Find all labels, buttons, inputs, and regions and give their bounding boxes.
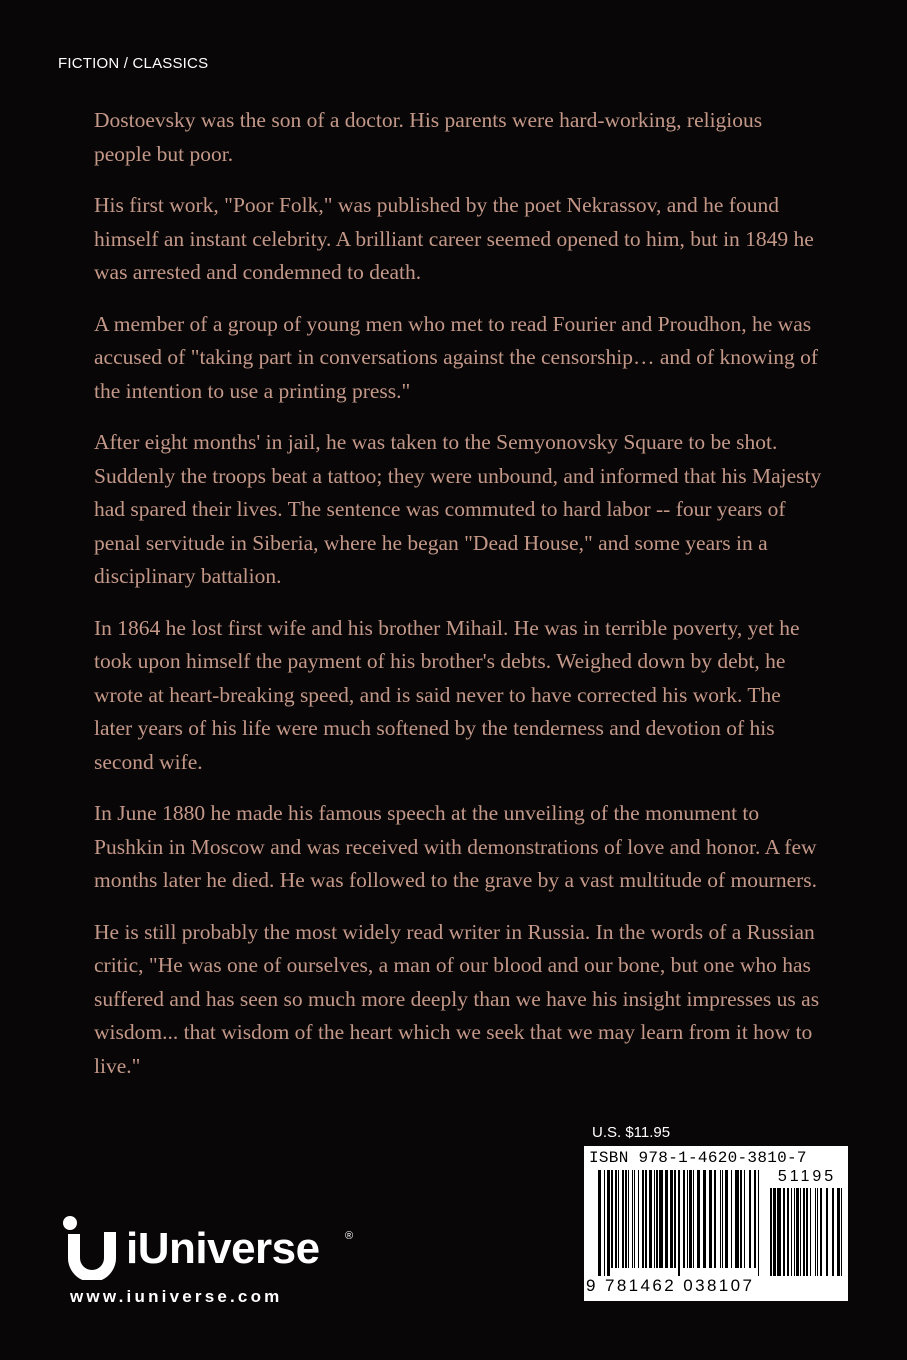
barcode-bar [697, 1170, 700, 1268]
barcode-bar [832, 1188, 834, 1276]
barcode-bar [837, 1188, 840, 1276]
barcode-bar [773, 1188, 776, 1276]
back-cover-blurb [94, 104, 824, 1101]
barcode-bar [665, 1170, 668, 1268]
barcode-bar [654, 1170, 655, 1268]
barcode-bar [634, 1170, 635, 1268]
barcode-bar [598, 1170, 601, 1276]
barcode-bar [678, 1170, 680, 1276]
isbn-barcode [584, 1146, 848, 1301]
barcode-bar [817, 1188, 818, 1276]
barcode-bar [826, 1188, 828, 1276]
barcode-bar [725, 1170, 728, 1268]
barcode-bar [625, 1170, 627, 1268]
barcode-bar [670, 1170, 673, 1268]
barcode-bar [810, 1188, 811, 1276]
barcode-bar [659, 1170, 663, 1268]
barcode-bar [803, 1188, 805, 1276]
barcode-bar [820, 1188, 822, 1276]
barcode-bar [787, 1188, 789, 1276]
barcode-bar [758, 1170, 759, 1276]
addon-code: 51195 [777, 1168, 837, 1185]
ean-digits: 9 781462 038107 [586, 1276, 755, 1295]
barcode-bar [618, 1170, 619, 1268]
barcode-bar [783, 1188, 785, 1276]
price-label: U.S. $11.95 [592, 1124, 671, 1141]
barcode-bar [770, 1188, 772, 1276]
barcode-bar [632, 1170, 633, 1268]
barcode-bar [709, 1170, 712, 1268]
barcode-bar [806, 1188, 808, 1276]
barcode-bar [628, 1170, 629, 1268]
barcode-bar [777, 1188, 781, 1276]
barcode-bar [642, 1170, 644, 1268]
barcode-bar [791, 1188, 792, 1276]
barcode-bar [604, 1170, 605, 1276]
barcode-bar [754, 1170, 756, 1268]
publisher-website: www.iuniverse.com [70, 1287, 283, 1306]
barcode-bar [841, 1188, 842, 1276]
barcode-bar [622, 1170, 624, 1268]
barcode-bar [800, 1188, 801, 1276]
barcode-bar [720, 1170, 721, 1268]
barcode-bar [674, 1170, 676, 1268]
blurb-paragraph: His first work, "Poor Folk," was published by the poet Nekrassov, and he found himself an instant celebrity. A brilliant career seemed opened to him, but in 1849 he was arrested and condemned to death. [94, 193, 814, 284]
blurb-paragraph: In 1864 he lost first wife and his brother Mihail. He was in terrible poverty, yet he took upon himself the payment of his brother's debts. Weighed down by debt, he wrote at heart-breaking speed, and is said never to have corrected his work. The later years of his life were much softened by the tenderness and devotion of his second wife. [94, 615, 800, 774]
registered-mark: ® [345, 1230, 354, 1242]
barcode-bar [689, 1170, 692, 1268]
iuniverse-logo-icon [58, 1214, 120, 1280]
barcode-bar [687, 1170, 688, 1268]
barcode-bar [796, 1188, 799, 1276]
barcode-bar [649, 1170, 652, 1268]
isbn-label: ISBN 978-1-4620-3810-7 [589, 1149, 807, 1167]
blurb-paragraph: In June 1880 he made his famous speech at the unveiling of the monument to Pushkin in Moscow and was received with demonstrations of love and honor. A few months later he died. He was followed to the grave by a vast multitude of mourners. [94, 801, 818, 892]
barcode-bar [735, 1170, 739, 1268]
barcode-bar [815, 1188, 816, 1276]
barcode-bar [645, 1170, 647, 1268]
publisher-name: iUniverse [126, 1224, 320, 1273]
blurb-paragraph: He is still probably the most widely read writer in Russia. In the words of a Russian critic, "He was one of ourselves, a man of our blood and our bone, but one who has suffered and has seen so much more deeply than we have his insight impresses us as wisdom... that wisdom of the heart which we seek that we may learn from it how to live." [94, 919, 820, 1078]
barcode-bar [683, 1170, 685, 1268]
barcode-bar [693, 1170, 694, 1268]
barcode-bar [714, 1170, 716, 1268]
blurb-paragraph: After eight months' in jail, he was taken to the Semyonovsky Square to be shot. Suddenly the troops beat a tattoo; they were unbound, and informed that his Majesty had spared their lives. The sentence was commuted to hard labor -- four years of penal servitude in Siberia, where he began "Dead House," and some years in a disciplinary battalion. [94, 430, 822, 588]
barcode-bar [722, 1170, 723, 1268]
barcode-bar [749, 1170, 751, 1268]
barcode-bar [607, 1170, 610, 1276]
blurb-paragraph: A member of a group of young men who met to read Fourier and Proudhon, he was accused of "taking part in conversations against the censorship… and of knowing of the intention to use a printing press." [94, 311, 819, 403]
barcode-bar [611, 1170, 613, 1268]
barcode-bar [703, 1170, 706, 1268]
category-label: FICTION / CLASSICS [58, 55, 209, 72]
barcode-bar [656, 1170, 658, 1268]
barcode-bar [794, 1188, 795, 1276]
barcode-bar [740, 1170, 742, 1268]
ean-barcode-bars [598, 1170, 760, 1276]
barcode-bar [744, 1170, 745, 1268]
barcode-bar [615, 1170, 617, 1268]
barcode-bar [638, 1170, 639, 1268]
addon-barcode-bars [770, 1188, 842, 1276]
barcode-bar [731, 1170, 732, 1268]
blurb-paragraph: Dostoevsky was the son of a doctor. His parents were hard-working, religious people but poor. [94, 108, 763, 166]
